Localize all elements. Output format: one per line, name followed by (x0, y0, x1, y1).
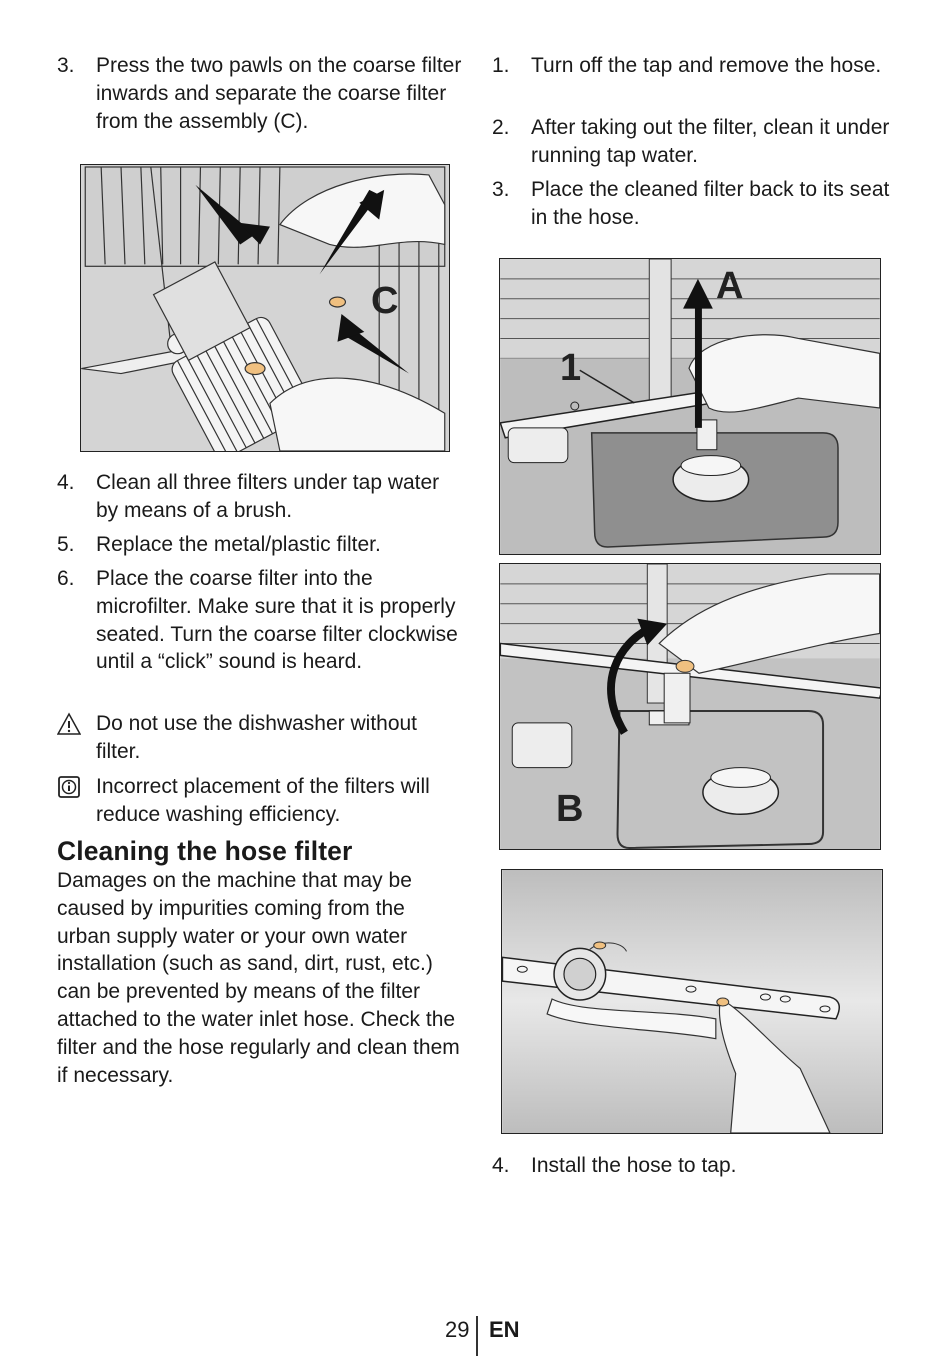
step-text: Place the coarse filter into the microfilter. Make sure that it is properly seated. Turn the coarse filter clockwise until a “click” sound is heard. (96, 567, 458, 674)
language-code: EN (489, 1317, 520, 1342)
figure-coarse-filter (80, 164, 450, 452)
step-text: Clean all three filters under tap water by means of a brush. (96, 471, 440, 522)
figure-spray-arm-holes (501, 869, 883, 1134)
spray-arm-holes-illustration (502, 870, 882, 1133)
page-number: 29 (445, 1317, 470, 1342)
footer-divider (476, 1316, 478, 1356)
section-heading: Cleaning the hose filter (57, 836, 353, 866)
figure-callout-1: 1 (560, 347, 582, 389)
step-number: 2. (492, 116, 510, 139)
step-number: 5. (57, 533, 75, 556)
step-text: Press the two pawls on the coarse filter inwards and separate the coarse filter from the assembly (C). (96, 54, 462, 133)
step-number: 3. (492, 178, 510, 201)
step-text: Replace the metal/plastic filter. (96, 533, 381, 556)
section-body: Damages on the machine that may be caused by impurities coming from the urban supply water or your own water installation (such as sand, dirt, rust, etc.) can be prevented by means of the filter attached to the water inlet hose. Check the filter and the hose regularly and clean them if necessary. (57, 869, 460, 1087)
info-icon (57, 775, 81, 799)
step-number: 1. (492, 54, 510, 77)
step-number: 6. (57, 567, 75, 590)
figure-spray-arm-removal (499, 258, 881, 555)
spray-arm-removal-illustration (500, 259, 880, 554)
info-text: Incorrect placement of the filters will reduce washing efficiency. (96, 775, 430, 826)
step-text: After taking out the filter, clean it under running tap water. (531, 116, 890, 167)
step-text: Place the cleaned filter back to its seat in the hose. (531, 178, 890, 229)
warning-text: Do not use the dishwasher without filter. (96, 712, 418, 763)
figure-label-c: C (371, 280, 399, 322)
figure-spray-arm-install (499, 563, 881, 850)
figure-label-a: A (716, 265, 744, 307)
step-number: 4. (492, 1154, 510, 1177)
step-text: Turn off the tap and remove the hose. (531, 54, 882, 77)
figure-label-b: B (556, 788, 584, 830)
step-number: 4. (57, 471, 75, 494)
step-number: 3. (57, 54, 75, 77)
warning-triangle-icon (57, 712, 81, 736)
step-text: Install the hose to tap. (531, 1154, 737, 1177)
